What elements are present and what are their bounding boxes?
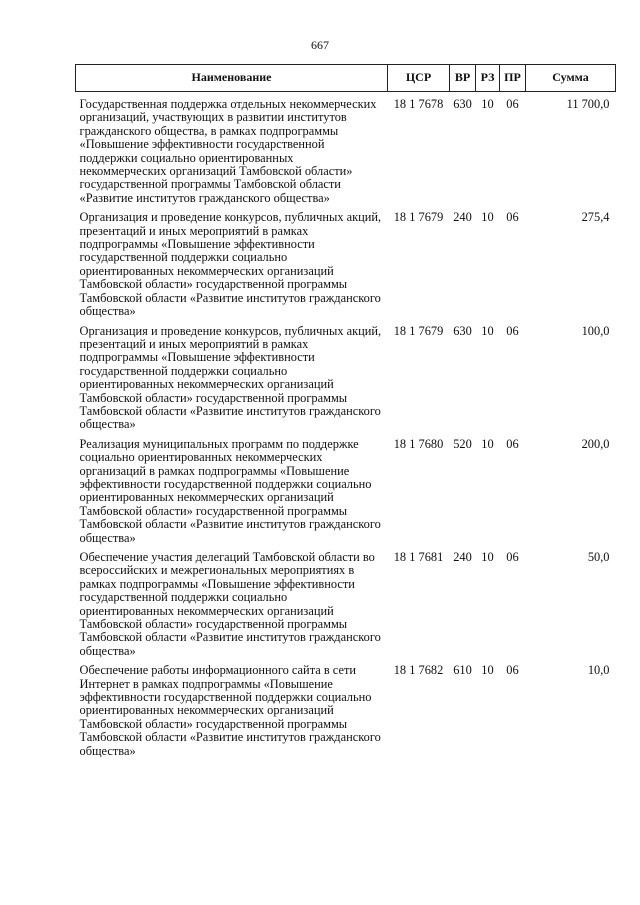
- row-csr: 18 1 7680: [393, 436, 444, 451]
- budget-table: [75, 64, 616, 758]
- row-rz: 10: [481, 323, 494, 338]
- header-vr: ВР: [450, 65, 476, 92]
- row-name: Организация и проведение конкурсов, публичных акций, презентаций и иных мероприятий в рамках подпрограммы «Повышение эффективности государственной поддержки социально ориентированных некоммерческих организаций Тамбовской области» государственной программы Тамбовской области «Развитие институтов гражданского общества»: [79, 323, 382, 432]
- table-row: [76, 432, 616, 545]
- row-rz: 10: [481, 436, 494, 451]
- row-rz: 10: [481, 550, 494, 564]
- row-csr: 18 1 7679: [393, 323, 444, 338]
- row-sum: 11 700,0: [566, 97, 610, 111]
- row-pr: 06: [506, 97, 519, 111]
- row-rz: 10: [481, 663, 494, 678]
- table-row: [76, 658, 616, 758]
- row-rz: 10: [481, 210, 494, 225]
- row-pr: 06: [506, 436, 519, 451]
- row-sum: 50,0: [587, 550, 610, 564]
- row-pr: 06: [506, 663, 519, 678]
- row-sum: 200,0: [581, 436, 610, 451]
- header-name: Наименование: [76, 65, 388, 92]
- row-sum: 100,0: [581, 323, 610, 338]
- row-rz: 10: [481, 97, 494, 111]
- row-sum: 275,4: [581, 210, 610, 225]
- row-vr: 630: [453, 97, 472, 111]
- row-name: Реализация муниципальных программ по поддержке социально ориентированных некоммерческих организаций в рамках подпрограммы «Повышение эффективности государственной поддержки социально ориентированных некоммерческих организаций Тамбовской области» государственной программы Тамбовской области «Развитие институтов гражданского общества»: [79, 436, 381, 545]
- row-csr: 18 1 7678: [393, 97, 444, 111]
- row-vr: 240: [453, 550, 472, 564]
- row-vr: 520: [453, 436, 472, 451]
- row-pr: 06: [506, 323, 519, 338]
- table-row: [76, 319, 616, 432]
- header-csr: ЦСР: [388, 65, 450, 92]
- page-number: 667: [311, 38, 329, 52]
- row-name: Обеспечение участия делегаций Тамбовской области во всероссийских и межрегиональных мероприятиях в рамках подпрограммы «Повышение эффективности государственной поддержки социально ориентированных некоммерческих организаций Тамбовской области» государственной программы Тамбовской области «Развитие институтов гражданского общества»: [79, 550, 381, 658]
- row-sum: 10,0: [587, 663, 610, 678]
- row-vr: 630: [453, 323, 472, 338]
- row-csr: 18 1 7682: [393, 663, 444, 678]
- row-csr: 18 1 7681: [393, 550, 444, 564]
- row-vr: 610: [453, 663, 472, 678]
- row-name: Государственная поддержка отдельных некоммерческих организаций, участвующих в развитии институтов гражданского общества, в рамках подпрограммы «Повышение эффективности государственной поддержки социально ориентированных некоммерческих организаций Тамбовской области» государственной программы Тамбовской области «Развитие институтов гражданского общества»: [79, 97, 377, 205]
- header-sum: Сумма: [526, 65, 616, 92]
- row-vr: 240: [453, 210, 472, 225]
- row-name: Организация и проведение конкурсов, публичных акций, презентаций и иных мероприятий в рамках подпрограммы «Повышение эффективности государственной поддержки социально ориентированных некоммерческих организаций Тамбовской области» государственной программы Тамбовской области «Развитие институтов гражданского общества»: [79, 210, 382, 319]
- row-csr: 18 1 7679: [393, 210, 444, 225]
- table-header-row: [76, 65, 616, 92]
- table-row: [76, 92, 616, 206]
- row-name: Обеспечение работы информационного сайта в сети Интернет в рамках подпрограммы «Повышение эффективности государственной поддержки социально ориентированных некоммерческих организаций Тамбовской области» государственной программы Тамбовской области «Развитие институтов гражданского общества»: [79, 663, 381, 758]
- table-row: [76, 205, 616, 318]
- header-rz: РЗ: [476, 65, 500, 92]
- row-pr: 06: [506, 550, 519, 564]
- header-pr: ПР: [500, 65, 526, 92]
- row-pr: 06: [506, 210, 519, 225]
- table-row: [76, 545, 616, 658]
